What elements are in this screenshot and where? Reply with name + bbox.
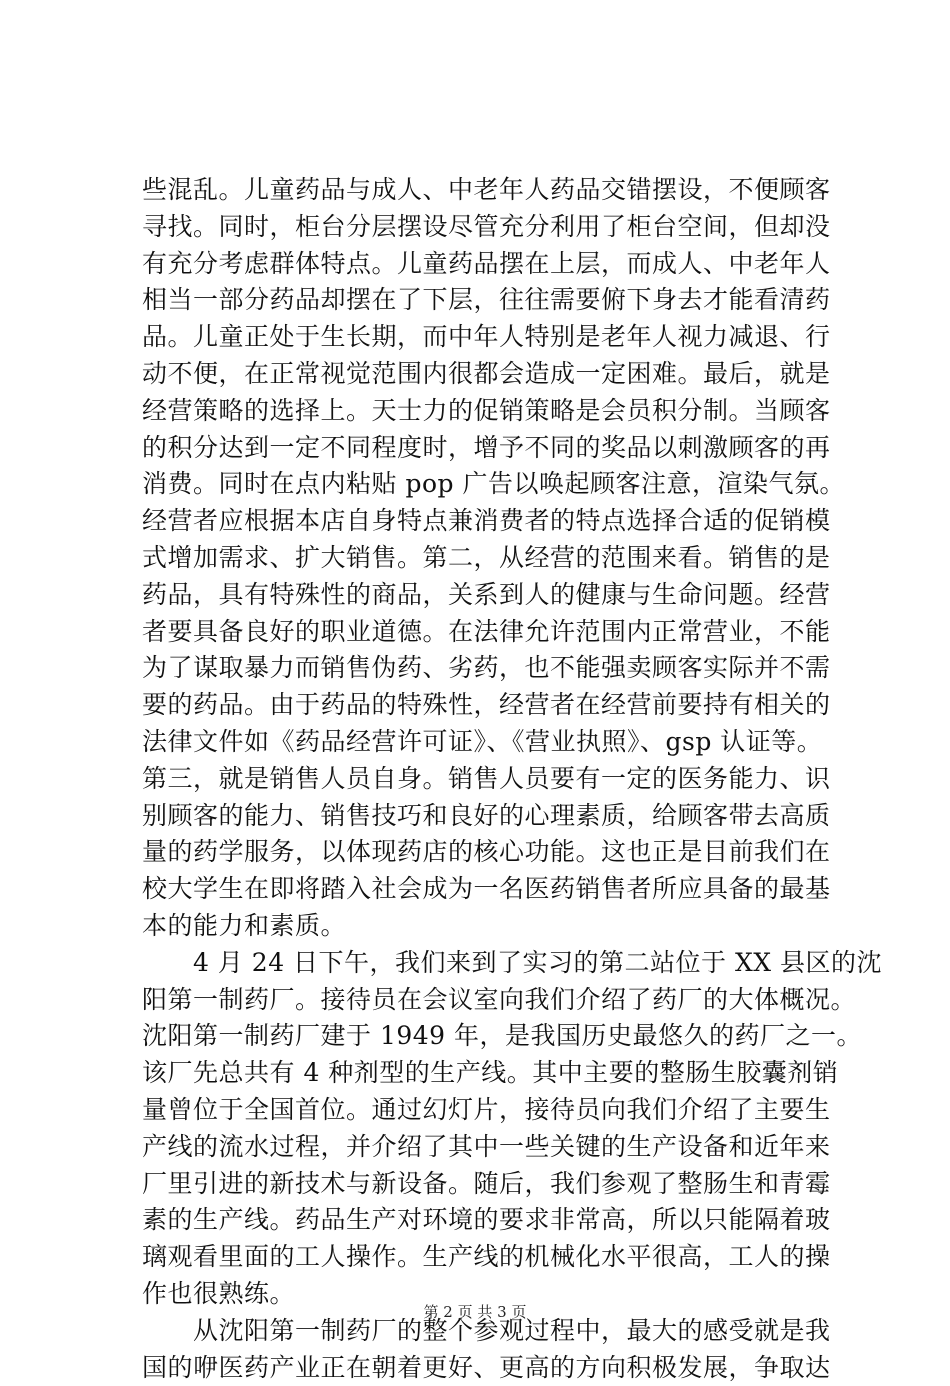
body-text	[142, 172, 832, 1386]
text-line: 从沈阳第一制药厂的整个参观过程中，最大的感受就是我	[142, 1313, 832, 1350]
text-line: 本的能力和素质。	[142, 908, 832, 945]
text-line: 的积分达到一定不同程度时，增予不同的奖品以刺激顾客的再	[142, 430, 832, 467]
text-line: 者要具备良好的职业道德。在法律允许范围内正常营业，不能	[142, 614, 832, 651]
text-line: 经营策略的选择上。天士力的促销策略是会员积分制。当顾客	[142, 393, 832, 430]
text-line: 消费。同时在点内粘贴 pop 广告以唤起顾客注意，渲染气氛。	[142, 466, 832, 503]
text-line: 别顾客的能力、销售技巧和良好的心理素质，给顾客带去高质	[142, 798, 832, 835]
text-line: 阳第一制药厂。接待员在会议室向我们介绍了药厂的大体概况。	[142, 982, 832, 1019]
text-line: 国的咿医药产业正在朝着更好、更高的方向积极发展，争取达	[142, 1350, 832, 1386]
text-line: 为了谋取暴力而销售伪药、劣药，也不能强卖顾客实际并不需	[142, 650, 832, 687]
text-line: 有充分考虑群体特点。儿童药品摆在上层，而成人、中老年人	[142, 246, 832, 283]
page-number-footer: 第 2 页 共 3 页	[0, 1302, 950, 1322]
text-line: 法律文件如《药品经营许可证》、《营业执照》、gsp 认证等。	[142, 724, 832, 761]
text-line: 动不便，在正常视觉范围内很都会造成一定困难。最后，就是	[142, 356, 832, 393]
text-line: 式增加需求、扩大销售。第二，从经营的范围来看。销售的是	[142, 540, 832, 577]
text-line: 品。儿童正处于生长期，而中年人特别是老年人视力减退、行	[142, 319, 832, 356]
text-line: 量曾位于全国首位。通过幻灯片，接待员向我们介绍了主要生	[142, 1092, 832, 1129]
text-line: 校大学生在即将踏入社会成为一名医药销售者所应具备的最基	[142, 871, 832, 908]
text-line: 第三，就是销售人员自身。销售人员要有一定的医务能力、识	[142, 761, 832, 798]
text-line: 该厂先总共有 4 种剂型的生产线。其中主要的整肠生胶囊剂销	[142, 1055, 832, 1092]
text-line: 厂里引进的新技术与新设备。随后，我们参观了整肠生和青霉	[142, 1166, 832, 1203]
text-line: 经营者应根据本店自身特点兼消费者的特点选择合适的促销模	[142, 503, 832, 540]
text-line: 些混乱。儿童药品与成人、中老年人药品交错摆设，不便顾客	[142, 172, 832, 209]
text-line: 沈阳第一制药厂建于 1949 年，是我国历史最悠久的药厂之一。	[142, 1018, 832, 1055]
text-line: 药品，具有特殊性的商品，关系到人的健康与生命问题。经营	[142, 577, 832, 614]
text-line: 相当一部分药品却摆在了下层，往往需要俯下身去才能看清药	[142, 282, 832, 319]
text-line: 作也很熟练。	[142, 1276, 832, 1313]
text-line: 4 月 24 日下午，我们来到了实习的第二站位于 XX 县区的沈	[142, 945, 832, 982]
text-line: 寻找。同时，柜台分层摆设尽管充分利用了柜台空间，但却没	[142, 209, 832, 246]
text-line: 产线的流水过程，并介绍了其中一些关键的生产设备和近年来	[142, 1129, 832, 1166]
text-line: 素的生产线。药品生产对环境的要求非常高，所以只能隔着玻	[142, 1202, 832, 1239]
text-line: 璃观看里面的工人操作。生产线的机械化水平很高，工人的操	[142, 1239, 832, 1276]
text-line: 要的药品。由于药品的特殊性，经营者在经营前要持有相关的	[142, 687, 832, 724]
text-line: 量的药学服务，以体现药店的核心功能。这也正是目前我们在	[142, 834, 832, 871]
